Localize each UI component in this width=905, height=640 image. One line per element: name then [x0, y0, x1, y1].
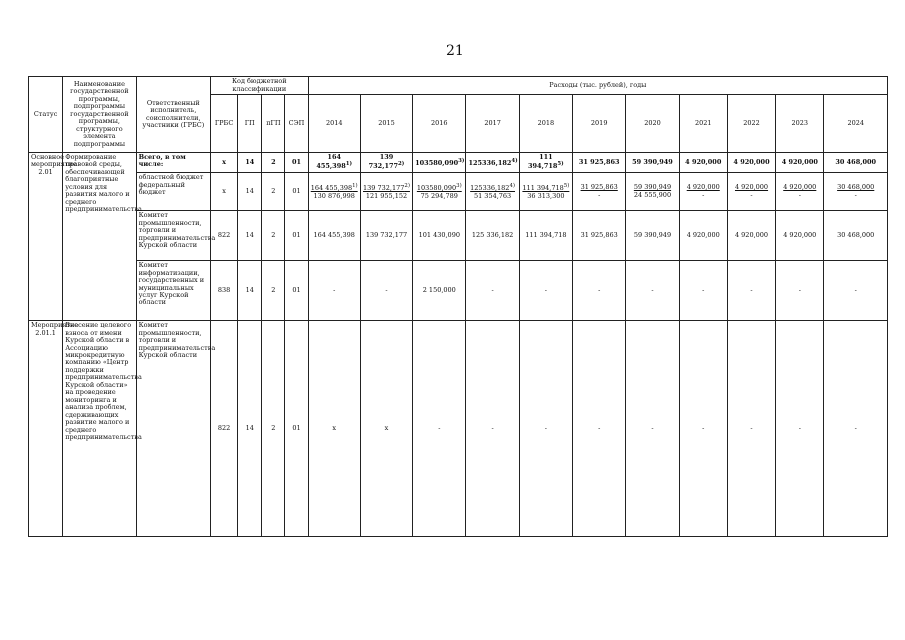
oblast-value: 103580,090 [416, 184, 457, 193]
federal-value: - [854, 190, 857, 199]
info-value: - [727, 261, 775, 321]
committee-value: 59 390,949 [626, 211, 679, 261]
oblast-value: 4 920,000 [783, 183, 817, 192]
header-year: 2015 [360, 95, 412, 153]
total-value: 164 455,398$^{1)}$ [308, 153, 360, 173]
footnote-mark: 1) [345, 161, 353, 168]
total-value: 103580,090$^{3)}$ [413, 153, 466, 173]
footnote-mark: 1) [352, 183, 358, 190]
federal-value: 130 876,998 [313, 191, 355, 200]
federal-value: 121 955,152 [365, 191, 408, 200]
budget-value-cell [727, 173, 775, 211]
federal-value: 36 313,300 [527, 191, 565, 200]
footnote-mark: 3) [456, 183, 462, 190]
code-cell: 14 [238, 321, 262, 537]
main-event-status: Основное мероприятие 2.01 [29, 153, 63, 321]
code-cell: 2 [262, 261, 285, 321]
footnote-mark: 4) [511, 157, 518, 164]
total-value: 4 920,000 [679, 153, 727, 173]
total-value: 31 925,863 [573, 153, 626, 173]
event-value: х [308, 321, 360, 537]
event-value: - [413, 321, 466, 537]
event-status: Мероприятие 2.01.1 [29, 321, 63, 537]
info-value: - [308, 261, 360, 321]
code-cell: 14 [238, 173, 262, 211]
event-value: х [360, 321, 412, 537]
committee-value: 111 394,718 [519, 211, 572, 261]
code-cell: 2 [262, 321, 285, 537]
federal-value: - [798, 190, 801, 199]
header-status: Статус [29, 77, 63, 153]
header-executor: Ответственный исполнитель, соисполнители, участники (ГРБС) [136, 77, 210, 153]
event-value: - [626, 321, 679, 537]
footnote-mark: 5) [557, 161, 564, 168]
federal-value: - [750, 190, 753, 199]
committee-value: 4 920,000 [727, 211, 775, 261]
oblast-value: 111 394,718 [522, 184, 564, 193]
code-cell: х [211, 153, 238, 173]
header-year: 2018 [519, 95, 572, 153]
event-value: - [466, 321, 519, 537]
federal-value: 75 294,789 [420, 191, 458, 200]
budget-value-cell [679, 173, 727, 211]
info-value: - [776, 261, 824, 321]
info-value: - [679, 261, 727, 321]
header-year: 2016 [413, 95, 466, 153]
info-committee-executor: Комитет информатизации, государственных и муниципальных услуг Курской области [136, 261, 210, 321]
committee-value: 4 920,000 [776, 211, 824, 261]
header-year: 2017 [466, 95, 519, 153]
budget-value-cell [308, 173, 360, 211]
event-name: Внесение целевого взноса от имени Курской области в Ассоциацию микрокредитную компанию «Центр поддержки предпринимательства Курской области» на проведение мониторинга и анализа проблем, сдерживающих развитие малого и среднего предпринимательства [63, 321, 136, 537]
expenses-table [28, 76, 888, 537]
code-cell: 822 [211, 211, 238, 261]
committee-value: 30 468,000 [824, 211, 888, 261]
budget-value-cell [824, 173, 888, 211]
committee-value: 164 455,398 [308, 211, 360, 261]
event-value: - [573, 321, 626, 537]
event-executor: Комитет промышленности, торговли и предпринимательства Курской области [136, 321, 210, 537]
total-value: 59 390,949 [626, 153, 679, 173]
budget-value-cell [413, 173, 466, 211]
oblast-value: 4 920,000 [734, 183, 769, 192]
header-program-name: Наименование государственной программы, подпрограммы государственной программы, структурного элемента подпрограммы [63, 77, 136, 153]
total-executor: Всего, в том числе: [136, 153, 210, 173]
oblast-value: 164 455,398 [310, 184, 353, 193]
footnote-mark: 3) [458, 157, 465, 164]
oblast-value: 30 468,000 [837, 183, 875, 192]
committee-executor: Комитет промышленности, торговли и предпринимательства Курской области [136, 211, 210, 261]
event-value: - [824, 321, 888, 537]
header-code: ГРБС [211, 95, 238, 153]
header-expenses: Расходы (тыс. рублей), годы [308, 77, 887, 95]
budget-value-cell [360, 173, 412, 211]
oblast-value: 125336,182 [470, 184, 510, 193]
code-cell: 01 [285, 261, 308, 321]
oblast-value: 4 920,000 [686, 183, 720, 192]
federal-value: - [598, 190, 601, 199]
code-cell: 2 [262, 153, 285, 173]
code-cell: 14 [238, 153, 262, 173]
federal-value: 24 555,900 [633, 190, 672, 199]
oblast-value: 139 732,177 [363, 184, 405, 193]
page-number: 21 [446, 43, 464, 59]
code-cell: х [211, 173, 238, 211]
budget-executor: областной бюджет федеральный бюджет [136, 173, 210, 211]
info-value: - [824, 261, 888, 321]
event-value: - [519, 321, 572, 537]
header-year: 2022 [727, 95, 775, 153]
code-cell: 01 [285, 153, 308, 173]
federal-value: 51 354,763 [473, 191, 512, 200]
code-cell: 838 [211, 261, 238, 321]
header-code: ГП [238, 95, 262, 153]
info-value: - [573, 261, 626, 321]
code-cell: 14 [238, 211, 262, 261]
code-cell: 01 [285, 321, 308, 537]
event-value: - [727, 321, 775, 537]
total-value: 4 920,000 [727, 153, 775, 173]
federal-value: - [702, 190, 705, 199]
code-cell: 2 [262, 211, 285, 261]
budget-value-cell [519, 173, 572, 211]
total-value: 139 732,177$^{2)}$ [360, 153, 412, 173]
event-value: - [679, 321, 727, 537]
header-year: 2023 [776, 95, 824, 153]
total-value: 30 468,000 [824, 153, 888, 173]
committee-value: 125 336,182 [466, 211, 519, 261]
header-year: 2021 [679, 95, 727, 153]
event-value: - [776, 321, 824, 537]
committee-value: 101 430,090 [413, 211, 466, 261]
info-value: - [626, 261, 679, 321]
oblast-value: 31 925,863 [580, 183, 618, 192]
committee-value: 31 925,863 [573, 211, 626, 261]
footnote-mark: 2) [404, 183, 410, 190]
header-code: пГП [262, 95, 285, 153]
total-value: 4 920,000 [776, 153, 824, 173]
code-cell: 01 [285, 211, 308, 261]
footnote-mark: 2) [398, 161, 405, 168]
budget-value-cell [466, 173, 519, 211]
header-code: СЭП [285, 95, 308, 153]
committee-value: 139 732,177 [360, 211, 412, 261]
code-cell: 01 [285, 173, 308, 211]
total-value: 111 394,718$^{5)}$ [519, 153, 572, 173]
code-cell: 822 [211, 321, 238, 537]
code-cell: 14 [238, 261, 262, 321]
committee-value: 4 920,000 [679, 211, 727, 261]
header-budget-code: Код бюджетной классификации [211, 77, 309, 95]
header-year: 2024 [824, 95, 888, 153]
header-year: 2014 [308, 95, 360, 153]
budget-value-cell [626, 173, 679, 211]
info-value: 2 150,000 [413, 261, 466, 321]
header-year: 2019 [573, 95, 626, 153]
info-value: - [466, 261, 519, 321]
footnote-mark: 5) [563, 183, 570, 190]
info-value: - [519, 261, 572, 321]
footnote-mark: 4) [509, 183, 516, 190]
main-event-name: Формирование правовой среды, обеспечивающей благоприятные условия для развития малого и среднего предпринимательства [63, 153, 136, 321]
budget-value-cell [776, 173, 824, 211]
code-cell: 2 [262, 173, 285, 211]
info-value: - [360, 261, 412, 321]
oblast-value: 59 390,949 [633, 183, 672, 192]
header-year: 2020 [626, 95, 679, 153]
total-value: 125336,182$^{4)}$ [466, 153, 519, 173]
budget-value-cell [573, 173, 626, 211]
